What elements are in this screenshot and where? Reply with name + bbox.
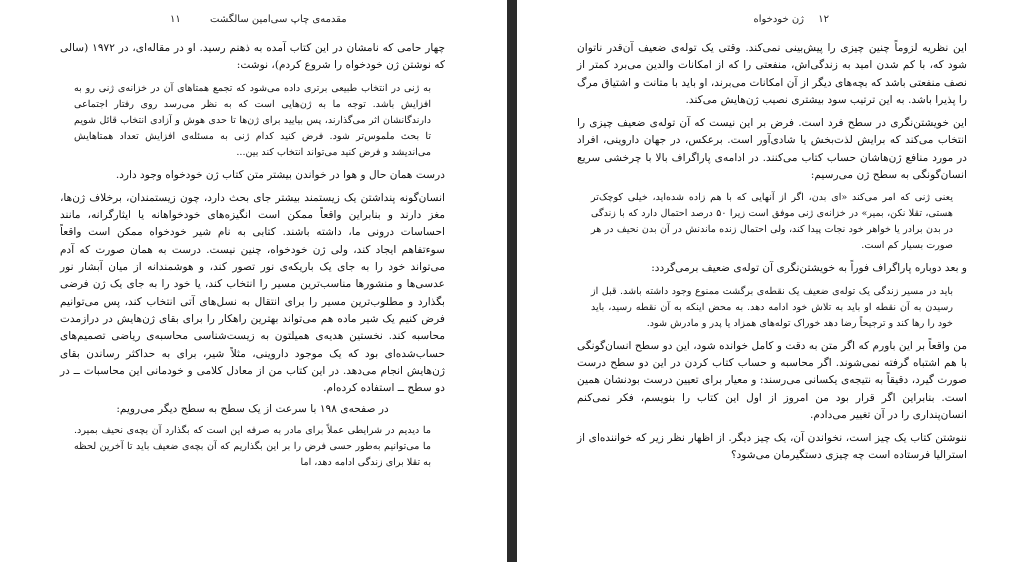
- paragraph: در صفحه‌ی ۱۹۸ با سرعت از یک سطح به سطح دیگر می‌رویم:: [116, 403, 389, 416]
- paragraph: من واقعاً بر این باورم که اگر متن به دقت و کامل خوانده شود، این دو سطح انسان‌گونگی با هم اشتباه گرفته نمی‌شوند. اگر محاسبه و حساب کتاب کردن در این دو سطح درست صورت گیرد، دقیقاً به نتیجه‌ی یکسانی می‌رسند: و معیار برای تعیین درست بودنشان همین است. بنابراین اگر قرار بود من امروز از اول این کتاب را بنویسم، فکر نمی‌کنم انسان‌پنداری را در آن تغییر می‌دادم.: [577, 339, 967, 421]
- block-quote: به ژنی در انتخاب طبیعی برتری داده می‌شود که تجمع همتاهای آن در خزانه‌ی ژنی رو به افزایش باشد. توجه ما به ژن‌هایی است که به نظر می‌رسد روی رفتار اجتماعی دارندگانشان اثر می‌گذارند، پس بیایید برای ژن‌ها تا حدی هوش و آزادی انتخاب قائل شویم تا بحث ملموس‌تر شود. فرض کنید کدام ژنی به مسئله‌ی افزایش تعداد همتاهایش می‌اندیشد و فرض کنید می‌تواند انتخاب کند بین...: [74, 82, 431, 158]
- paragraph: این خویشتن‌نگری در سطح فرد است. فرض بر این نیست که آن توله‌ی ضعیف چیزی را انتخاب می‌کند که برایش لذت‌بخش یا شادی‌آور است. برعکس، در جهان داروینی، افراد در مورد منافع ژن‌هاشان حساب کتاب می‌کنند. در ادامه‌ی پاراگراف بالا با چرخشی سریع انسان‌گونگی به سطح ژن می‌رسیم:: [577, 117, 967, 182]
- running-title: مقدمه‌ی چاپ سی‌امین سالگشت: [210, 14, 347, 25]
- right-page: [517, 0, 1024, 562]
- block-quote: ما دیدیم در شرایطی عملاً برای مادر به صرفه این است که بگذارد آن بچه‌ی نحیف بمیرد. ما می‌توانیم به‌طور حسی فرض را بر این بگذاریم که آن بچه‌ی ضعیف باید تا آخرین لحظه به تقلا برای زندگی ادامه دهد، اما: [74, 424, 431, 468]
- block-quote: یعنی ژنی که امر می‌کند «ای بدن، اگر از آنهایی که با هم زاده شده‌اید، خیلی کوچک‌تر هستی، تقلا نکن، بمیر» در خزانه‌ی ژنی موفق است زیرا ۵۰ درصد احتمال دارد که با زندگی در بدن برادر یا خواهر خود نجات پیدا کند، ولی احتمال زنده ماندنش در آن بدن نحیف در هر صورت بسیار کم است.: [591, 192, 953, 252]
- page-body: [60, 40, 445, 477]
- paragraph: این نظریه لزوماً چنین چیزی را پیش‌بینی نمی‌کند. وقتی یک توله‌ی ضعیف آن‌قدر ناتوان شود که، با کم شدن امید به زندگی‌اش، منفعتی را که از امکانات والدین می‌برد کمتر از نصف منفعتی باشد که بچه‌های دیگر از آن امکانات می‌برند، او باید با متانت و اشتیاق مرگ را پذیرا باشد. به این ترتیب سود بیشتری نصیب ژن‌هایش می‌کند.: [577, 42, 967, 106]
- paragraph: چهار حامی که نامشان در این کتاب آمده به ذهنم رسید. او در مقاله‌ای، در ۱۹۷۲ (سالی که نوشتن ژن خودخواه را شروع کردم)، نوشت:: [60, 42, 446, 72]
- left-page: [0, 0, 507, 562]
- running-header: [577, 14, 964, 30]
- page-number: ۱۲: [818, 14, 829, 25]
- paragraph: درست همان حال و هوا در خواندن بیشتر متن کتاب ژن خودخواه وجود دارد.: [115, 168, 445, 181]
- running-header: [60, 14, 447, 30]
- spread-gutter: [507, 0, 517, 562]
- running-title: ژن خودخواه: [753, 14, 804, 25]
- block-quote: باید در مسیر زندگی یک توله‌ی ضعیف یک نقطه‌ی برگشت ممنوع وجود داشته باشد. قبل از رسیدن به آن نقطه او باید به تلاش خود ادامه دهد. به محض اینکه به آن نقطه رسید، باید خود را رها کند و ترجیحاً رضا دهد خوراک توله‌های همزاد یا پدر و مادرش شود.: [591, 285, 953, 329]
- paragraph: ننوشتن کتاب یک چیز است، نخواندن آن، یک چیز دیگر. از اظهار نظر زیر که خواننده‌ای از استرالیا فرستاده است چه چیزی دستگیرمان می‌شود؟: [577, 432, 967, 462]
- page-body: [577, 40, 967, 471]
- paragraph: انسان‌گونه پنداشتن یک زیستمند بیشتر جای بحث دارد، چون زیستمندان، برخلاف ژن‌ها، مغز دارند و بنابراین واقعاً ممکن است انگیزه‌های خودخواهانه یا ایثارگرانه، مانند احساسات درونی ما، داشته باشند. کتابی به نام شیر خودخواه ممکن است واقعاً سوءتفاهم ایجاد کند، ولی ژن خودخواه، چنین نیست. درست به همان صورت که آدم می‌تواند خود را به جای یک باریکه‌ی نور تصور کند، و هوشمندانه از میان آبشار نور عدسی‌ها و منشورها مناسب‌ترین مسیر را انتخاب کند، یا خود را به جای یک ژن فرضی بگذارد و مطلوب‌ترین مسیر را برای انتقال به نسل‌های آتی انتخاب کند، پس می‌توانیم فرض کنیم یک شیر ماده هم می‌تواند بهترین راهکار را برای بقای ژن‌هایش در درازمدت محاسبه کند. نخستین هدیه‌ی همیلتون به زیست‌شناسی محاسبه‌ی ریاضی تصمیم‌های حساب‌شده‌ای بود که یک موجود داروینی، مثلاً شیر، برای به حداکثر رساندن بقای ژن‌هایش انجام می‌دهد. در این کتاب من از معادل کلامی و خودمانی این محاسبات ــ در دو سطح ــ استفاده کرده‌ام.: [60, 191, 445, 395]
- paragraph: و بعد دوباره پاراگراف فوراً به خویشتن‌نگری آن توله‌ی ضعیف برمی‌گردد:: [651, 262, 967, 275]
- page-number: ۱۱: [170, 14, 181, 25]
